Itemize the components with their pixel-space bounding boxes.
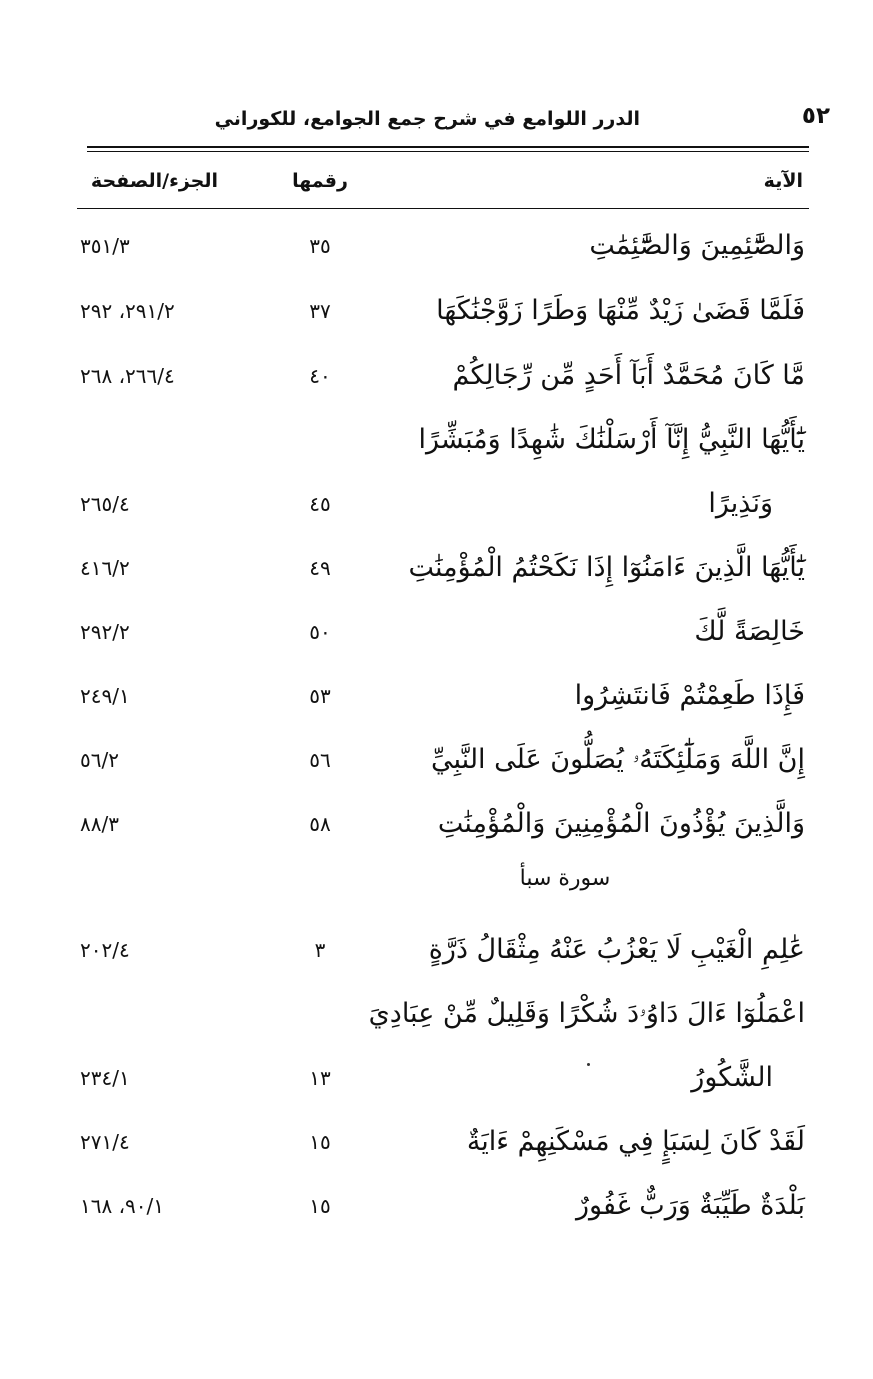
table-row bbox=[0, 930, 873, 990]
volume-page: ٢٤٩/١ bbox=[80, 684, 130, 708]
ayah-number: ٤٩ bbox=[309, 556, 331, 580]
stray-dot bbox=[587, 1063, 590, 1066]
column-header-ayah: الآية bbox=[763, 170, 803, 192]
column-header-rule bbox=[77, 208, 809, 209]
table-row bbox=[0, 291, 873, 351]
ayah-text: وَالصَّٰٓئِمِينَ وَالصَّٰٓئِمَٰتِ bbox=[589, 230, 805, 261]
table-row bbox=[0, 1058, 873, 1118]
surah-heading: سورة سبأ bbox=[519, 866, 611, 891]
ayah-text: وَالَّذِينَ يُؤْذُونَ الْمُؤْمِنِينَ وَالْمُؤْمِنَٰتِ bbox=[437, 808, 805, 839]
ayah-text: وَنَذِيرًا bbox=[708, 488, 773, 519]
table-row bbox=[0, 612, 873, 672]
volume-page: ٢٣٤/١ bbox=[80, 1066, 130, 1090]
ayah-number: ٣ bbox=[314, 938, 326, 962]
volume-page: ٤١٦/٢ bbox=[80, 556, 130, 580]
ayah-text: اعْمَلُوٓا ءَالَ دَاوُۥدَ شُكْرًا وَقَلِيلٌ مِّنْ عِبَادِيَ bbox=[368, 998, 805, 1029]
table-row bbox=[0, 676, 873, 736]
ayah-number: ٤٥ bbox=[309, 492, 331, 516]
volume-page: ٢٠٢/٤ bbox=[80, 938, 130, 962]
ayah-text: فَإِذَا طَعِمْتُمْ فَانتَشِرُوا bbox=[574, 680, 805, 711]
header-rule-thick bbox=[87, 146, 809, 148]
ayah-text: إِنَّ اللَّهَ وَمَلَٰٓئِكَتَهُۥ يُصَلُّونَ عَلَى النَّبِيِّ bbox=[431, 744, 805, 775]
volume-page: ٢٦٦/٤، ٢٦٨ bbox=[80, 364, 175, 388]
ayah-number: ٥٦ bbox=[309, 748, 331, 772]
ayah-text: مَّا كَانَ مُحَمَّدٌ أَبَآ أَحَدٍ مِّن رِّجَالِكُمْ bbox=[452, 360, 805, 391]
table-row bbox=[0, 548, 873, 608]
ayah-text: بَلْدَةٌ طَيِّبَةٌ وَرَبٌّ غَفُورٌ bbox=[575, 1190, 805, 1221]
volume-page: ٨٨/٣ bbox=[80, 812, 119, 836]
table-row bbox=[0, 994, 873, 1054]
table-row bbox=[0, 740, 873, 800]
table-row bbox=[0, 356, 873, 416]
ayah-text: الشَّكُورُ bbox=[691, 1062, 773, 1093]
ayah-text: لَقَدْ كَانَ لِسَبَإٍ فِي مَسْكَنِهِمْ ءَايَةٌ bbox=[466, 1126, 805, 1157]
volume-page: ٣٥١/٣ bbox=[80, 234, 130, 258]
ayah-number: ٤٠ bbox=[309, 364, 331, 388]
ayah-number: ١٥ bbox=[309, 1130, 331, 1154]
running-title: الدرر اللوامع في شرح جمع الجوامع، للكوراني bbox=[214, 108, 640, 130]
column-header-number: رقمها bbox=[292, 170, 348, 192]
volume-page bbox=[80, 998, 230, 1030]
ayah-number: ٣٥ bbox=[309, 234, 331, 258]
table-row bbox=[0, 226, 873, 286]
ayah-text: عَٰلِمِ الْغَيْبِ لَا يَعْزُبُ عَنْهُ مِثْقَالُ ذَرَّةٍ bbox=[428, 934, 805, 965]
table-row bbox=[0, 1186, 873, 1246]
ayah-text: خَالِصَةً لَّكَ bbox=[694, 616, 805, 647]
table-row bbox=[0, 804, 873, 864]
ayah-number: ٥٣ bbox=[309, 684, 331, 708]
volume-page: ٢٧١/٤ bbox=[80, 1130, 130, 1154]
ayah-text: يَٰٓأَيُّهَا النَّبِيُّ إِنَّآ أَرْسَلْنَٰكَ شَٰهِدًا وَمُبَشِّرًا bbox=[418, 424, 805, 455]
page-number: ٥٢ bbox=[801, 103, 830, 129]
ayah-number: ١٣ bbox=[309, 1066, 331, 1090]
volume-page: ٩٠/١، ١٦٨ bbox=[80, 1194, 165, 1218]
volume-page: ٢٦٥/٤ bbox=[80, 492, 130, 516]
volume-page: ٢٩٢/٢ bbox=[80, 620, 130, 644]
volume-page: ٢٩١/٢، ٢٩٢ bbox=[80, 299, 175, 323]
volume-page: ٥٦/٢ bbox=[80, 748, 119, 772]
ayah-text: فَلَمَّا قَضَىٰ زَيْدٌ مِّنْهَا وَطَرًا زَوَّجْنَٰكَهَا bbox=[436, 295, 805, 326]
ayah-text: يَٰٓأَيُّهَا الَّذِينَ ءَامَنُوٓا إِذَا نَكَحْتُمُ الْمُؤْمِنَٰتِ bbox=[408, 552, 805, 583]
header-rule-thin bbox=[87, 151, 809, 152]
ayah-number: ١٥ bbox=[309, 1194, 331, 1218]
table-row bbox=[0, 1122, 873, 1182]
volume-page bbox=[80, 424, 230, 456]
ayah-number: ٣٧ bbox=[309, 299, 331, 323]
column-header-page: الجزء/الصفحة bbox=[90, 170, 218, 192]
table-row bbox=[0, 420, 873, 480]
table-row bbox=[0, 484, 873, 544]
ayah-number: ٥٠ bbox=[309, 620, 331, 644]
ayah-number: ٥٨ bbox=[309, 812, 331, 836]
